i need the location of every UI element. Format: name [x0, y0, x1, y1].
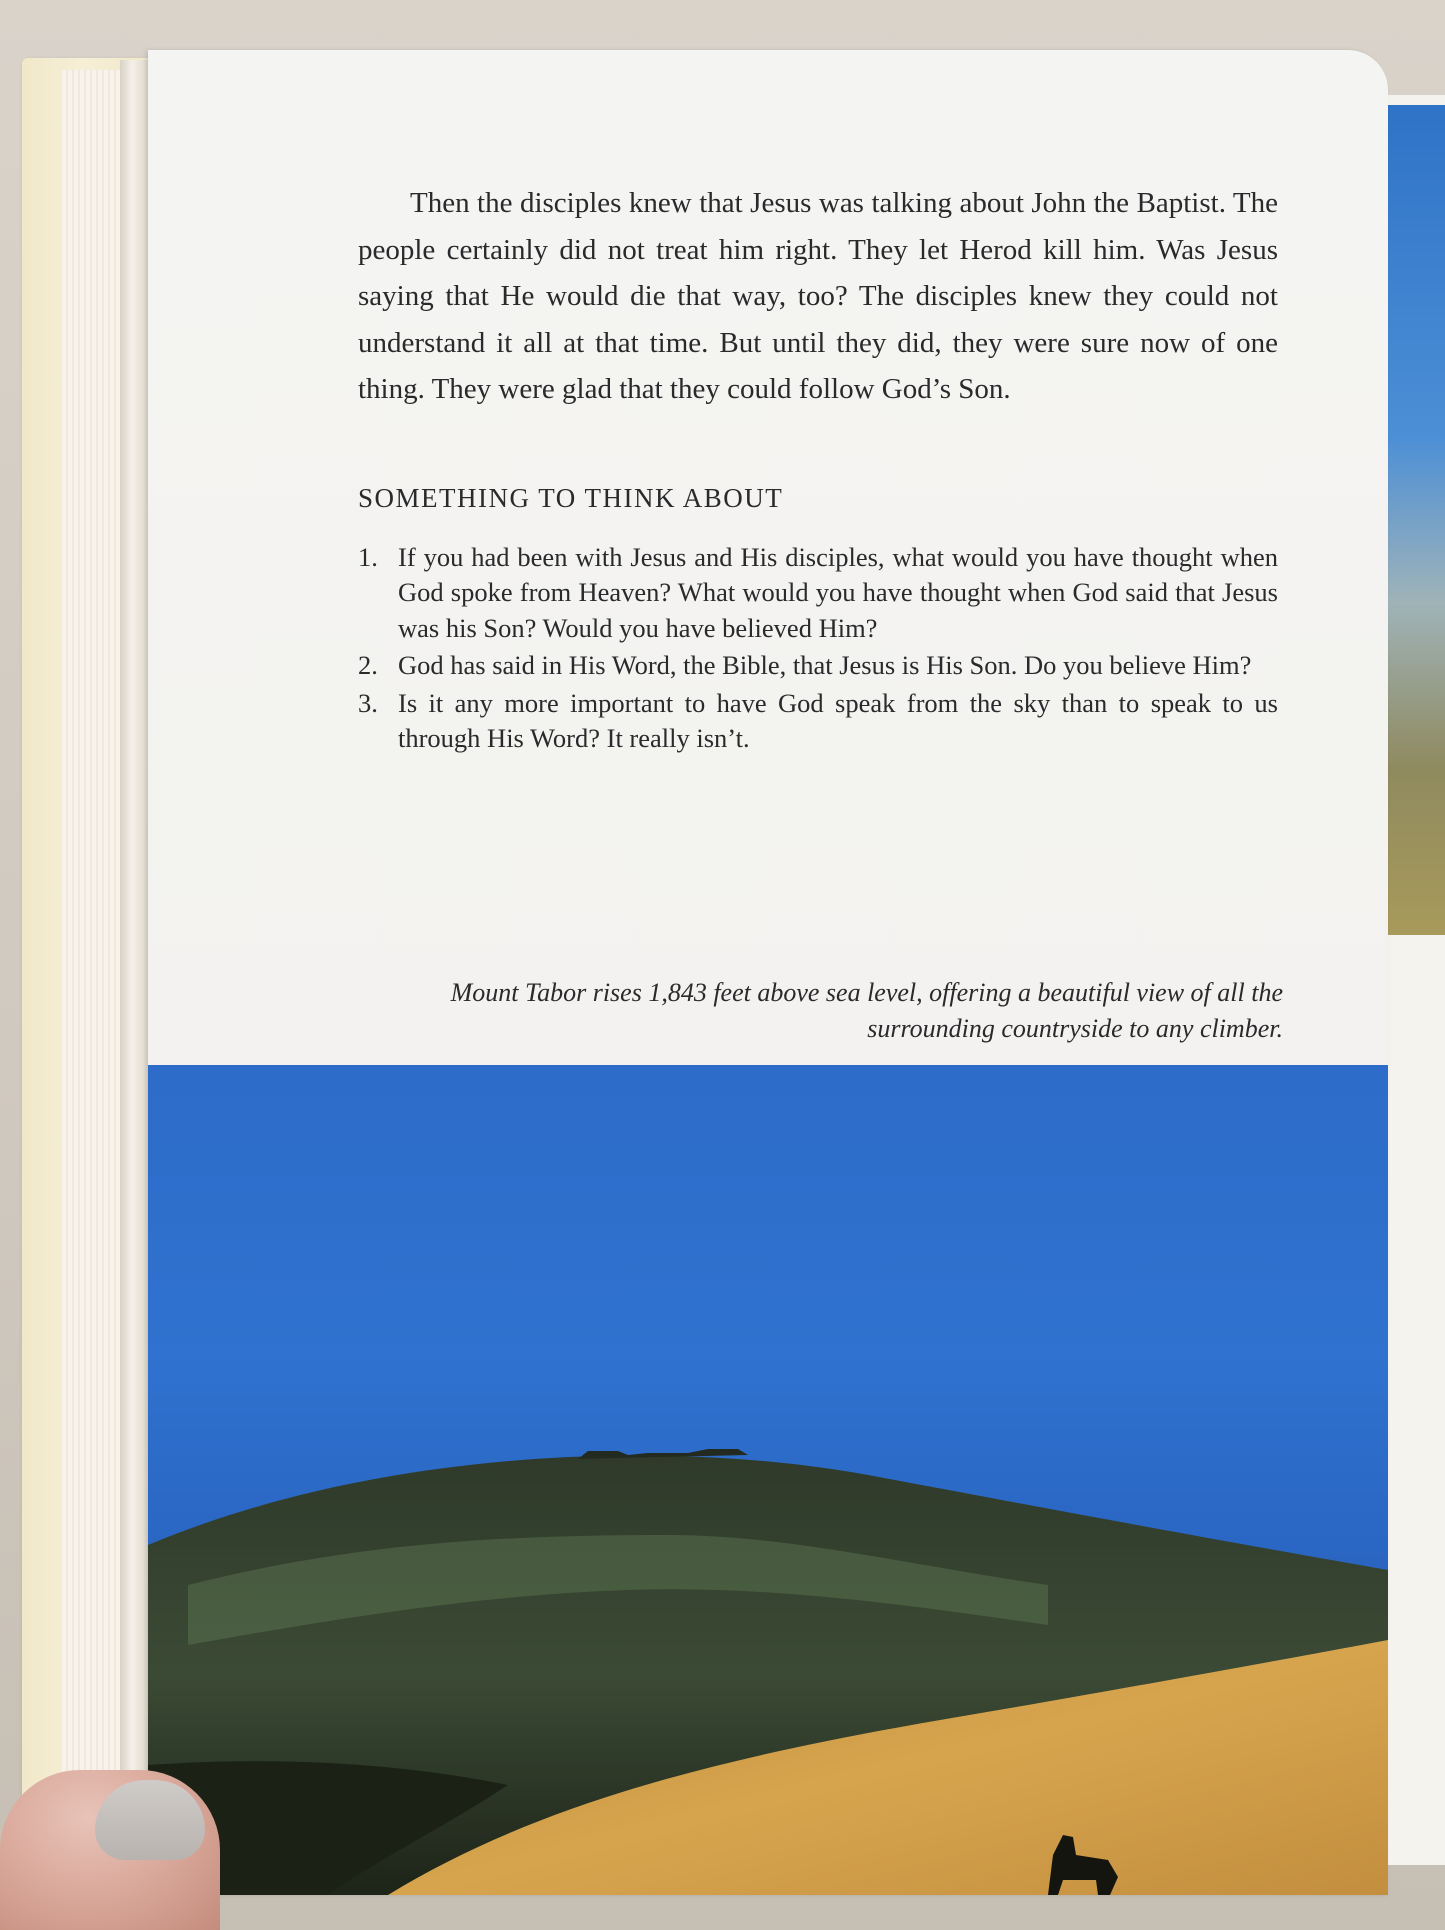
book-page — [148, 50, 1388, 1895]
fingernail — [95, 1780, 205, 1860]
question-text: Is it any more important to have God speak from the sky than to speak to us through His Word? It really isn’t. — [398, 687, 1278, 753]
list-item — [358, 648, 1278, 684]
page-stack-edge — [120, 60, 150, 1910]
question-list — [358, 540, 1278, 757]
facing-page-photo — [1385, 105, 1445, 935]
photo-caption: Mount Tabor rises 1,843 feet above sea level, offering a beautiful view of all the surrounding countryside to any climber. — [450, 978, 1283, 1043]
mount-tabor-photo — [148, 1065, 1388, 1895]
question-number: 2. — [358, 650, 378, 680]
question-number: 3. — [358, 687, 378, 718]
question-text: God has said in His Word, the Bible, that Jesus is His Son. Do you believe Him? — [398, 650, 1252, 680]
question-number: 1. — [358, 541, 378, 572]
list-item — [358, 686, 1278, 757]
list-item — [358, 540, 1278, 647]
question-text: If you had been with Jesus and His disciples, what would you have thought when God spoke from Heaven? What would you have thought when God said that Jesus was his Son? Would you have believed Him? — [398, 541, 1278, 643]
mountain-landscape — [148, 1065, 1388, 1895]
body-paragraph: Then the disciples knew that Jesus was talking about John the Baptist. The people certainly did not treat him right. They let Herod kill him. Was Jesus saying that He would die that way, too? The disciples knew they could not understand it all at that time. But until they did, they were sure now of one thing. They were glad that they could follow God’s Son. — [358, 187, 1278, 405]
section-heading: SOMETHING TO THINK ABOUT — [358, 482, 784, 513]
page-text-block — [358, 180, 1278, 759]
